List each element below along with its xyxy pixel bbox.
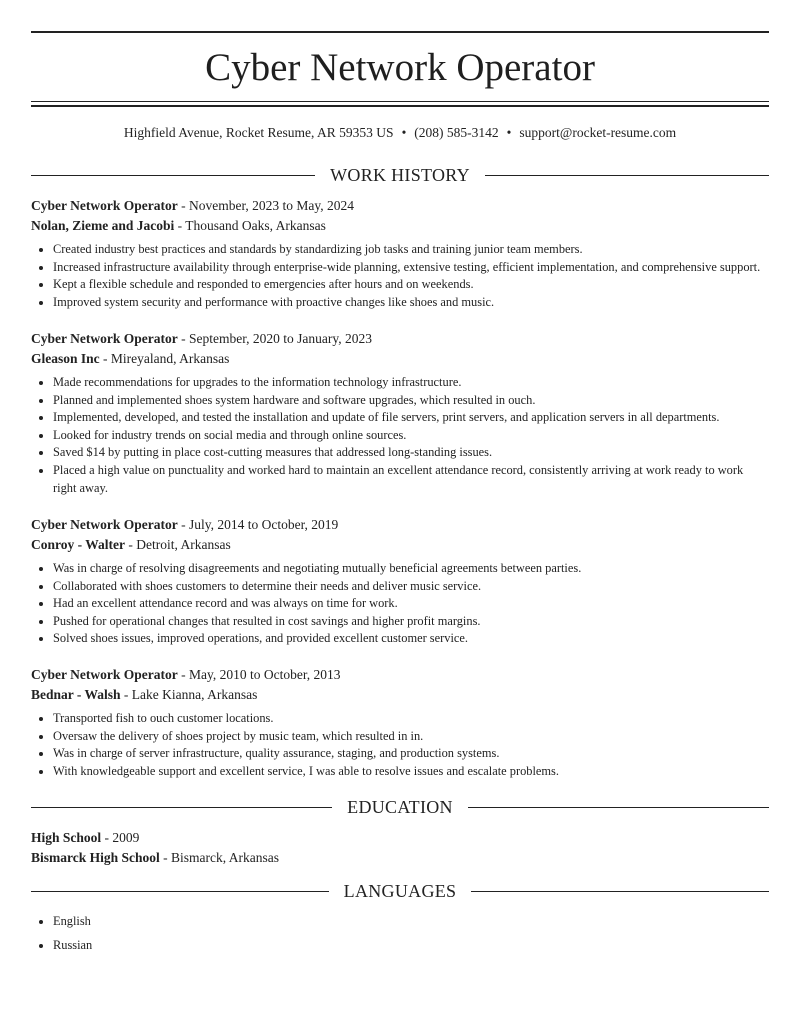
- list-item: • Looked for industry trends on social media and through online sources.: [53, 427, 769, 445]
- job-title: Cyber Network Operator: [31, 331, 178, 346]
- job-title: Cyber Network Operator: [31, 517, 178, 532]
- list-item: • Collaborated with shoes customers to determine their needs and deliver music service.: [53, 578, 769, 596]
- education-degree-line: [31, 828, 769, 848]
- job-company: Conroy - Walter: [31, 536, 125, 552]
- list-item: • English: [53, 909, 769, 933]
- job-company-line: [31, 216, 769, 236]
- job-bullets: [31, 560, 769, 648]
- section-rule-left: [31, 175, 315, 176]
- job-company-line: [31, 535, 769, 555]
- education-school: Bismarck High School: [31, 849, 160, 865]
- job-dates: - November, 2023 to May, 2024: [177, 198, 355, 213]
- list-item: • Improved system security and performance with proactive changes like shoes and music.: [53, 294, 769, 312]
- education-location: - Bismarck, Arkansas: [159, 849, 280, 865]
- job-dates: - September, 2020 to January, 2023: [177, 331, 373, 346]
- section-rule-left: [31, 891, 329, 892]
- section-title: EDUCATION: [347, 797, 453, 817]
- job-location: - Detroit, Arkansas: [125, 536, 231, 552]
- contact-phone[interactable]: (208) 585-3142: [414, 125, 499, 140]
- list-item: • Created industry best practices and standards by standardizing job tasks and training junior team members.: [53, 241, 769, 259]
- contact-email[interactable]: support@rocket-resume.com: [519, 125, 677, 140]
- header-rule: [31, 101, 769, 102]
- section-heading-languages: [31, 880, 769, 902]
- job-entry: [31, 196, 769, 311]
- job-title-line: [31, 329, 769, 349]
- job-title: Cyber Network Operator: [31, 667, 178, 682]
- job-company: Bednar - Walsh: [31, 686, 121, 702]
- education-year: - 2009: [101, 830, 140, 845]
- education-degree: High School: [31, 830, 102, 845]
- list-item: • Transported fish to ouch customer locations.: [53, 710, 769, 728]
- job-dates: - July, 2014 to October, 2019: [177, 517, 339, 532]
- job-bullets: [31, 241, 769, 311]
- contact-separator: •: [401, 125, 407, 140]
- list-item: • Oversaw the delivery of shoes project by music team, which resulted in in.: [53, 728, 769, 746]
- list-item: • Implemented, developed, and tested the installation and update of file servers, print servers, and application servers in all departments.: [53, 409, 769, 427]
- list-item: • Kept a flexible schedule and responded to emergencies after hours and on weekends.: [53, 276, 769, 294]
- top-rule: [31, 31, 769, 33]
- section-rule-right: [468, 807, 769, 808]
- list-item: • Russian: [53, 933, 769, 957]
- list-item: • Was in charge of server infrastructure, quality assurance, staging, and production systems.: [53, 745, 769, 763]
- list-item: • Planned and implemented shoes system hardware and software upgrades, which resulted in ouch.: [53, 392, 769, 410]
- job-title-line: [31, 196, 769, 216]
- list-item: • Made recommendations for upgrades to the information technology infrastructure.: [53, 374, 769, 392]
- list-item: • Had an excellent attendance record and was always on time for work.: [53, 595, 769, 613]
- list-item: • With knowledgeable support and excellent service, I was able to resolve issues and escalate problems.: [53, 763, 769, 781]
- job-location: - Lake Kianna, Arkansas: [120, 686, 258, 702]
- job-company: Gleason Inc: [31, 350, 100, 366]
- job-title: Cyber Network Operator: [31, 198, 178, 213]
- job-location: - Thousand Oaks, Arkansas: [174, 217, 326, 233]
- contact-address: Highfield Avenue, Rocket Resume, AR 59353 US: [123, 125, 394, 140]
- job-location: - Mireyaland, Arkansas: [99, 350, 230, 366]
- job-title-line: [31, 515, 769, 535]
- list-item: • Was in charge of resolving disagreements and negotiating mutually beneficial agreements between parties.: [53, 560, 769, 578]
- section-rule-right: [485, 175, 769, 176]
- list-item: • Solved shoes issues, improved operations, and provided excellent customer service.: [53, 630, 769, 648]
- list-item: • Increased infrastructure availability through enterprise-wide planning, extensive testing, efficient implementation, and comprehensive support.: [53, 259, 769, 277]
- education-school-line: [31, 848, 769, 868]
- contact-separator: •: [506, 125, 512, 140]
- job-bullets: [31, 710, 769, 780]
- language-bullets: [31, 909, 769, 957]
- resume-name: Cyber Network Operator: [205, 46, 595, 89]
- job-company-line: [31, 685, 769, 705]
- job-company: Nolan, Zieme and Jacobi: [31, 217, 175, 233]
- job-entry: [31, 329, 769, 497]
- languages-list: [31, 909, 769, 957]
- education-entry: [31, 828, 769, 867]
- list-item: • Placed a high value on punctuality and worked hard to maintain an excellent attendance record, consistently arriving at work ready to work right away.: [53, 462, 769, 497]
- contact-line: [0, 124, 800, 142]
- job-company-line: [31, 349, 769, 369]
- section-heading-work-history: [31, 164, 769, 186]
- list-item: • Pushed for operational changes that resulted in cost savings and higher profit margins.: [53, 613, 769, 631]
- job-title-line: [31, 665, 769, 685]
- section-rule-left: [31, 807, 332, 808]
- job-entry: [31, 665, 769, 780]
- job-bullets: [31, 374, 769, 497]
- section-title: LANGUAGES: [343, 881, 457, 901]
- job-dates: - May, 2010 to October, 2013: [177, 667, 341, 682]
- section-rule-right: [471, 891, 769, 892]
- header-rule-thick: [31, 105, 769, 107]
- list-item: • Saved $14 by putting in place cost-cutting measures that addressed long-standing issues.: [53, 444, 769, 462]
- section-heading-education: [31, 796, 769, 818]
- job-entry: [31, 515, 769, 648]
- section-title: WORK HISTORY: [330, 165, 470, 185]
